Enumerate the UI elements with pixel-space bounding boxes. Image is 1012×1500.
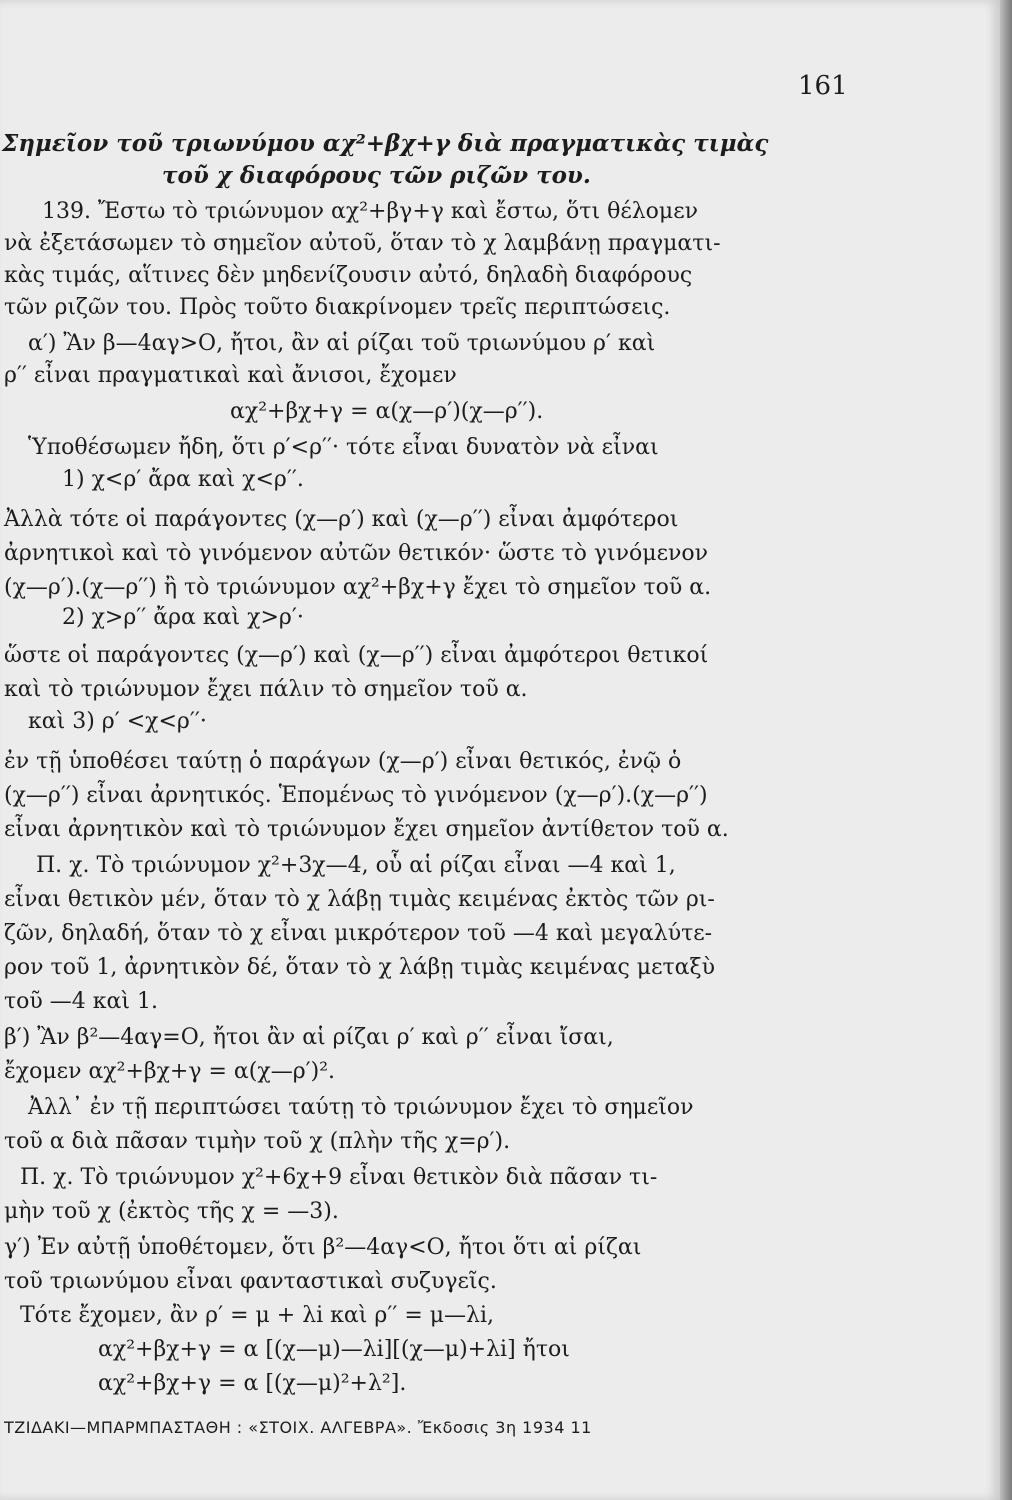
text-line: ἔχομεν αχ²+βχ+γ = α(χ—ρ′)². bbox=[4, 1059, 336, 1084]
case-line: 1) χ<ρ′ ἄρα καὶ χ<ρ′′. bbox=[62, 467, 304, 492]
text-line: τοῦ α διὰ πᾶσαν τιμὴν τοῦ χ (πλὴν τῆς χ=ρ′). bbox=[4, 1129, 511, 1154]
text-line: ἀρνητικοὶ καὶ τὸ γινόμενον αὐτῶν θετικόν· ὥστε τὸ γινόμενον bbox=[4, 541, 708, 566]
text-line: ρ′′ εἶναι πραγματικαὶ καὶ ἄνισοι, ἔχομεν bbox=[4, 363, 457, 388]
text-line: καὶ τὸ τριώνυμον ἔχει πάλιν τὸ σημεῖον τοῦ α. bbox=[4, 677, 528, 702]
text-line: ρον τοῦ 1, ἀρνητικὸν δέ, ὅταν τὸ χ λάβῃ τιμὰς κειμένας μεταξὺ bbox=[4, 955, 716, 980]
text-line: εἶναι ἀρνητικὸν καὶ τὸ τριώνυμον ἔχει σημεῖον ἀντίθετον τοῦ α. bbox=[4, 817, 729, 842]
text-line: Ἀλλ᾽ ἐν τῇ περιπτώσει ταύτῃ τὸ τριώνυμον ἔχει τὸ σημεῖον bbox=[28, 1095, 694, 1120]
text-line: ὥστε οἱ παράγοντες (χ—ρ′) καὶ (χ—ρ′′) εἶναι ἀμφότεροι θετικοί bbox=[4, 643, 709, 668]
text-line: Π. χ. Τὸ τριώνυμον χ²+6χ+9 εἶναι θετικὸν διὰ πᾶσαν τι- bbox=[20, 1165, 658, 1190]
text-line: β′) Ἂν β²—4αγ=Ο, ἤτοι ἂν αἱ ρίζαι ρ′ καὶ ρ′′ εἶναι ἴσαι, bbox=[4, 1025, 614, 1050]
section-heading-line-2: τοῦ χ διαφόρους τῶν ριζῶν του. bbox=[162, 162, 591, 189]
text-line: 139. Ἔστω τὸ τριώνυμον αχ²+βγ+γ καὶ ἔστω, ὅτι θέλομεν bbox=[42, 199, 698, 224]
text-line: τῶν ριζῶν του. Πρὸς τοῦτο διακρίνομεν τρεῖς περιπτώσεις. bbox=[4, 295, 671, 320]
text-line: τοῦ τριωνύμου εἶναι φανταστικαὶ συζυγεῖς. bbox=[4, 1269, 497, 1294]
formula-line: αχ²+βχ+γ = α [(χ—μ)²+λ²]. bbox=[98, 1371, 407, 1396]
text-line: μὴν τοῦ χ (ἐκτὸς τῆς χ = —3). bbox=[4, 1199, 339, 1224]
section-heading-line-1: Σημεῖον τοῦ τριωνύμου αχ²+βχ+γ διὰ πραγματικὰς τιμὰς bbox=[2, 130, 769, 157]
text-line: ζῶν, δηλαδή, ὅταν τὸ χ εἶναι μικρότερον τοῦ —4 καὶ μεγαλύτε- bbox=[4, 921, 713, 946]
text-line: κὰς τιμάς, αἵτινες δὲν μηδενίζουσιν αὐτό, δηλαδὴ διαφόρους bbox=[4, 263, 693, 288]
formula-line: αχ²+βχ+γ = α(χ—ρ′)(χ—ρ′′). bbox=[230, 399, 544, 424]
text-line: Ἀλλὰ τότε οἱ παράγοντες (χ—ρ′) καὶ (χ—ρ′′) εἶναι ἀμφότεροι bbox=[4, 507, 679, 532]
case-line: 2) χ>ρ′′ ἄρα καὶ χ>ρ′· bbox=[62, 605, 304, 630]
text-line: εἶναι θετικὸν μέν, ὅταν τὸ χ λάβῃ τιμὰς κειμένας ἐκτὸς τῶν ρι- bbox=[4, 887, 715, 912]
formula-line: αχ²+βχ+γ = α [(χ—μ)—λi][(χ—μ)+λi] ἤτοι bbox=[98, 1337, 570, 1362]
page-number: 161 bbox=[798, 71, 848, 101]
text-line: τοῦ —4 καὶ 1. bbox=[4, 989, 158, 1014]
case-line: καὶ 3) ρ′ <χ<ρ′′· bbox=[28, 709, 207, 734]
text-line: (χ—ρ′′) εἶναι ἀρνητικός. Ἑπομένως τὸ γινόμενον (χ—ρ′).(χ—ρ′′) bbox=[4, 783, 708, 808]
text-line: (χ—ρ′).(χ—ρ′′) ἢ τὸ τριώνυμον αχ²+βχ+γ ἔχει τὸ σημεῖον τοῦ α. bbox=[4, 575, 712, 600]
text-line: ἐν τῇ ὑποθέσει ταύτῃ ὁ παράγων (χ—ρ′) εἶναι θετικός, ἐνῷ ὁ bbox=[4, 749, 682, 774]
text-line: Π. χ. Τὸ τριώνυμον χ²+3χ—4, οὗ αἱ ρίζαι εἶναι —4 καὶ 1, bbox=[36, 853, 676, 878]
page-edge-shadow bbox=[1000, 0, 1012, 1500]
text-line: νὰ ἐξετάσωμεν τὸ σημεῖον αὐτοῦ, ὅταν τὸ χ λαμβάνῃ πραγματι- bbox=[4, 231, 721, 256]
text-line: γ′) Ἐν αὐτῇ ὑποθέτομεν, ὅτι β²—4αγ<Ο, ἤτοι ὅτι αἱ ρίζαι bbox=[4, 1235, 642, 1260]
text-line: Ὑποθέσωμεν ἤδη, ὅτι ρ′<ρ′′· τότε εἶναι δυνατὸν νὰ εἶναι bbox=[28, 435, 659, 460]
text-line: Τότε ἔχομεν, ἂν ρ′ = μ + λi καὶ ρ′′ = μ—λi, bbox=[20, 1303, 495, 1328]
text-line: α′) Ἂν β—4αγ>Ο, ἤτοι, ἂν αἱ ρίζαι τοῦ τριωνύμου ρ′ καὶ bbox=[28, 331, 656, 356]
page-footer: ΤΖΙΔΑΚΙ—ΜΠΑΡΜΠΑΣΤΑΘΗ : «ΣΤΟΙΧ. ΑΛΓΕΒΡΑ». Ἔκδοσις 3η 1934 11 bbox=[4, 1418, 592, 1437]
